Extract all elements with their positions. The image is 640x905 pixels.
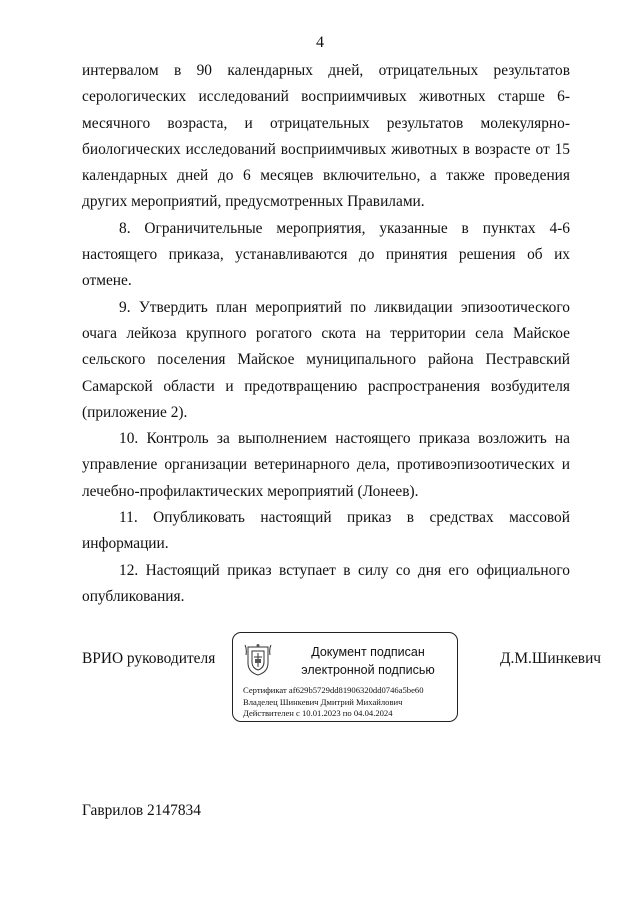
author-line: Гаврилов 2147834 bbox=[82, 802, 201, 819]
signer-position-title: ВРИО руководителя bbox=[82, 650, 216, 667]
signature-title-line2: электронной подписью bbox=[301, 663, 435, 677]
certificate-validity: Действителен с 10.01.2023 по 04.04.2024 bbox=[243, 708, 393, 718]
paragraph-item-12: 12. Настоящий приказ вступает в силу со дня его официального опубликования. bbox=[82, 561, 570, 605]
paragraph-continuation: интервалом в 90 календарных дней, отрицательных результатов серологических исследований восприимчивых животных старше 6-месячного возраста, и отрицательных результатов молекулярно-биологических исследований восприимчивых животных в возрасте от 15 календарных дней до 6 месяцев включительно, а также проведения других мероприятий, предусмотренных Правилами. bbox=[82, 62, 570, 211]
certificate-owner: Владелец Шинкевич Дмитрий Михайлович bbox=[243, 696, 403, 707]
signer-name: Д.М.Шинкевич bbox=[500, 650, 602, 667]
signature-details bbox=[243, 685, 453, 720]
paragraph-item-9: 9. Утвердить план мероприятий по ликвидации эпизоотического очага лейкоза крупного рогатого скота на территории села Майское сельского поселения Майское муниципального района Пестравский Самарской области и предотвращению распространения возбудителя (приложение 2). bbox=[82, 298, 570, 421]
signature-title-line1: Документ подписан bbox=[311, 645, 425, 659]
signature-title bbox=[283, 643, 453, 679]
paragraph-item-8: 8. Ограничительные мероприятия, указанные в пунктах 4-6 настоящего приказа, устанавливаются до принятия решения об их отмене. bbox=[82, 219, 570, 290]
electronic-signature-stamp bbox=[232, 632, 458, 722]
coat-of-arms-icon bbox=[243, 643, 273, 677]
paragraph-item-11: 11. Опубликовать настоящий приказ в средствах массовой информации. bbox=[82, 509, 570, 553]
order-body bbox=[82, 58, 570, 610]
page-number: 4 bbox=[316, 34, 324, 51]
paragraph-item-10: 10. Контроль за выполнением настоящего приказа возложить на управление организации ветеринарного дела, противоэпизоотических и лечебно-профилактических мероприятий (Лонеев). bbox=[82, 430, 570, 500]
certificate-number: Сертификат af629b5729dd81906320dd0746a5be60 bbox=[243, 685, 424, 695]
